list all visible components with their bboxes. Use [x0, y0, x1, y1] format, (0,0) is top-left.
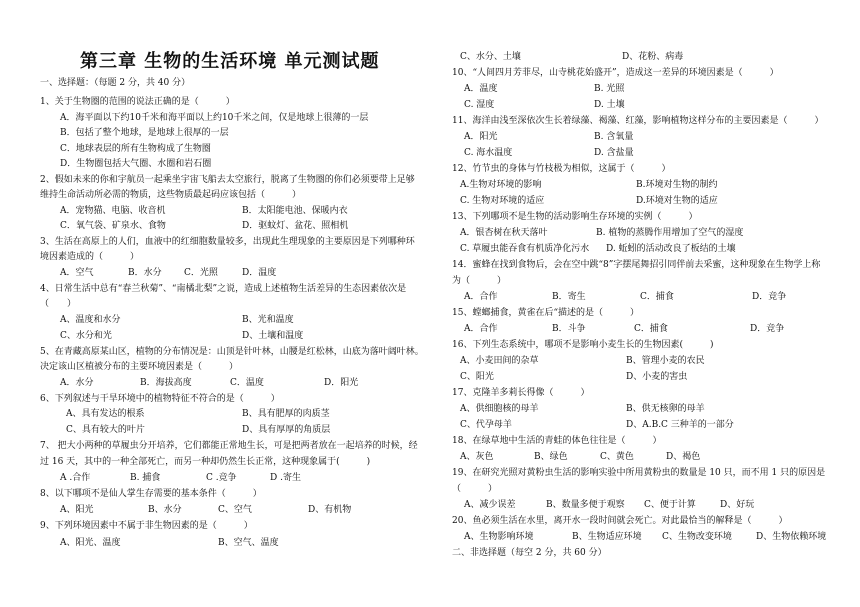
q14-option-d: D．竞争: [752, 292, 787, 302]
q3-option-c: C．光照: [184, 268, 218, 278]
q2-option-a: A．宠物猫、电脑、收音机: [60, 206, 166, 216]
q6-option-a: A、具有发达的根系: [66, 409, 145, 419]
q7-option-d: D .寄生: [270, 473, 301, 483]
question-10: 10、“人间四月芳菲尽，山寺桃花始盛开”，造成这一差异的环境因素是（ ）: [452, 68, 779, 78]
q16-option-b: B、管理小麦的农民: [626, 356, 705, 366]
question-3-cont: 境因素造成的（ ）: [40, 252, 140, 262]
q20-option-d: D、生物依赖环境: [756, 532, 827, 542]
q6-option-b: B、具有肥厚的肉质茎: [242, 409, 330, 419]
q20-option-a: A、生物影响环境: [464, 532, 534, 542]
q18-option-b: B、绿色: [534, 452, 568, 462]
q1-option-b: B．包括了整个地球，是地球上很厚的一层: [60, 128, 229, 138]
q14-option-c: C．捕食: [640, 292, 674, 302]
q3-option-a: A．空气: [60, 268, 94, 278]
q10-option-b: B. 光照: [594, 84, 625, 94]
question-19: 19、在研究光照对黄粉虫生活的影响实验中所用黄粉虫的数量是 10 只，而不用 1 只的原因是: [452, 468, 826, 478]
q14-option-b: B．寄生: [552, 292, 586, 302]
q19-option-a: A、减少误差: [464, 500, 516, 510]
question-9: 9、下列环境因素中不属于非生物因素的是（ ）: [40, 521, 253, 531]
question-5: 5、在青藏高原某山区，植物的分布情况是：山顶是针叶林，山腰是红松林，山底为落叶阔叶林。: [40, 347, 424, 357]
q2-option-b: B．太阳能电池、保暖内衣: [242, 206, 348, 216]
question-17: 17、克隆羊多莉长得像（ ）: [452, 388, 590, 398]
q7-option-a: A .合作: [60, 473, 91, 483]
q7-option-b: B. 捕食: [130, 473, 161, 483]
q4-option-d: D、土壤和温度: [242, 331, 304, 341]
question-8: 8、以下哪项不是仙人掌生存需要的基本条件（ ）: [40, 489, 262, 499]
q15-option-d: D．竞争: [750, 324, 785, 334]
q4-option-c: C、水分和光: [60, 331, 112, 341]
question-5-cont: 决定该山区植被分布的主要环境因素是（ ）: [40, 362, 239, 372]
question-4: 4、日常生活中总有“春兰秋菊”、“南橘北梨”之说，造成上述植物生活差异的生态因素依次是: [40, 284, 407, 294]
q17-option-a: A、供细胞核的母羊: [460, 404, 539, 414]
q8-option-d: D、有机物: [308, 505, 352, 515]
q17-option-d: D、A.B.C 三种羊的一部分: [626, 420, 734, 430]
question-20: 20、鱼必须生活在水里，离开水一段时间就会死亡。对此最恰当的解释是（ ）: [452, 516, 788, 526]
q20-option-c: C、生物改变环境: [662, 532, 732, 542]
q5-option-a: A．水分: [60, 378, 94, 388]
q15-option-c: C．捕食: [634, 324, 668, 334]
q2-option-c: C．氧气袋、矿泉水、食物: [60, 221, 166, 231]
q13-option-b: B. 植物的蒸腾作用增加了空气的湿度: [596, 228, 744, 238]
question-4-cont: （ ）: [40, 299, 77, 309]
q11-option-b: B. 含氧量: [594, 132, 634, 142]
question-7: 7、 把大小两种的草履虫分开培养，它们都能正常地生长，可是把两者放在一起培养的时候，经: [40, 441, 418, 451]
q19-option-c: C、便于计算: [644, 500, 696, 510]
q20-option-b: B、生物适应环境: [572, 532, 642, 542]
q15-option-b: B．斗争: [552, 324, 586, 334]
q12-option-b: B.环境对生物的制约: [636, 180, 718, 190]
q1-option-d: D．生物圈包括大气圈、水圈和岩石圈: [60, 159, 212, 169]
question-19-cont: （ ）: [452, 484, 498, 494]
question-14-cont: 为（ ）: [452, 276, 507, 286]
q11-option-a: A．阳光: [464, 132, 498, 142]
q1-option-c: C．地球表层的所有生物构成了生物圈: [60, 144, 211, 154]
question-3: 3、生活在高原上的人们，血液中的红细胞数量较多，出现此生理现象的主要原因是下列哪种环: [40, 237, 415, 247]
q5-option-b: B．海拔高度: [140, 378, 192, 388]
q9-option-c: C、水分、土壤: [460, 52, 521, 62]
q8-option-a: A、阳光: [60, 505, 94, 515]
q18-option-c: C、黄色: [600, 452, 634, 462]
q13-option-a: A．银杏树在秋天落叶: [460, 228, 548, 238]
q14-option-a: A．合作: [464, 292, 498, 302]
q15-option-a: A．合作: [464, 324, 498, 334]
q9-option-a: A、阳光、温度: [60, 538, 121, 548]
q19-option-b: B、数量多便于观察: [546, 500, 625, 510]
q8-option-c: C、空气: [218, 505, 252, 515]
question-2: 2、假如未来的你和宇航员一起乘坐宇宙飞船去太空旅行，脱离了生物圈的你们必须要带上足够: [40, 175, 415, 185]
q17-option-c: C、代孕母羊: [460, 420, 512, 430]
q6-option-c: C、具有较大的叶片: [66, 425, 145, 435]
question-12: 12、竹节虫的身体与竹枝极为相似，这属于（ ）: [452, 164, 671, 174]
q4-option-b: B、光和温度: [242, 315, 294, 325]
q18-option-a: A、灰色: [460, 452, 494, 462]
question-14: 14．蜜蜂在找到食物后，会在空中跳“8”字摆尾舞招引同伴前去采蜜，这种现象在生物学上称: [452, 260, 821, 270]
q10-option-c: C. 湿度: [464, 100, 495, 110]
q16-option-c: C、阳光: [460, 372, 494, 382]
question-7-cont: 过 16 天，其中的一种全部死亡，而另一种却仍然生长正常，这种现象属于( ): [40, 457, 371, 467]
q9-option-b: B、空气、温度: [218, 538, 279, 548]
q5-option-c: C．温度: [230, 378, 264, 388]
q13-option-d: D. 蚯蚓的活动改良了板结的土壤: [606, 244, 736, 254]
section-1-heading: 一、选择题：（每题 2 分，共 40 分）: [40, 78, 191, 88]
q11-option-c: C. 海水温度: [464, 148, 513, 158]
q12-option-c: C. 生物对环境的适应: [460, 196, 545, 206]
q3-option-d: D．温度: [242, 268, 277, 278]
question-6: 6、下列叙述与干旱环境中的植物特征不符合的是（ ）: [40, 394, 280, 404]
q17-option-b: B、供无核卵的母羊: [626, 404, 705, 414]
question-15: 15、螳螂捕食，黄雀在后“描述的是（ ）: [452, 308, 640, 318]
q18-option-d: D、褐色: [666, 452, 701, 462]
q7-option-c: C .竞争: [206, 473, 237, 483]
q9-option-d: D、花粉、病毒: [622, 52, 684, 62]
q16-option-a: A、小麦田间的杂草: [460, 356, 539, 366]
question-16: 16、下列生态系统中，哪项不是影响小麦生长的生物因素( ): [452, 340, 714, 350]
q2-option-d: D．驱蚊灯、盆花、照相机: [242, 221, 349, 231]
q4-option-a: A、温度和水分: [60, 315, 121, 325]
q13-option-c: C. 草履虫能吞食有机质净化污水: [460, 244, 590, 254]
q8-option-b: B、水分: [148, 505, 182, 515]
q16-option-d: D、小麦的害虫: [626, 372, 688, 382]
q3-option-b: B．水分: [128, 268, 162, 278]
page-title: 第三章 生物的生活环境 单元测试题: [80, 51, 380, 72]
q11-option-d: D. 含盐量: [594, 148, 634, 158]
q10-option-d: D. 土壤: [594, 100, 625, 110]
question-2-cont: 维持生命活动所必需的物质，这些物质最起码应该包括（ ）: [40, 190, 302, 200]
q1-option-a: A．海平面以下约10千米和海平面以上约10千米之间，仅是地球上很薄的一层: [60, 113, 369, 123]
q5-option-d: D．阳光: [324, 378, 359, 388]
q12-option-d: D.环境对生物的适应: [636, 196, 718, 206]
question-18: 18、在绿草地中生活的青蛙的体色往往是（ ）: [452, 436, 662, 446]
q19-option-d: D、好玩: [720, 500, 755, 510]
question-13: 13、下列哪项不是生物的活动影响生存环境的实例（ ）: [452, 212, 698, 222]
question-11: 11、海洋由浅至深依次生长着绿藻、褐藻、红藻，影响植物这样分布的主要因素是（ ）: [452, 116, 824, 126]
q6-option-d: D、具有厚厚的角质层: [242, 425, 331, 435]
section-2-heading: 二、非选择题（每空 2 分，共 60 分）: [452, 548, 607, 558]
q10-option-a: A．温度: [464, 84, 498, 94]
question-1: 1、关于生物圈的范围的说法正确的是（ ）: [40, 97, 235, 107]
q12-option-a: A.生物对环境的影响: [460, 180, 542, 190]
